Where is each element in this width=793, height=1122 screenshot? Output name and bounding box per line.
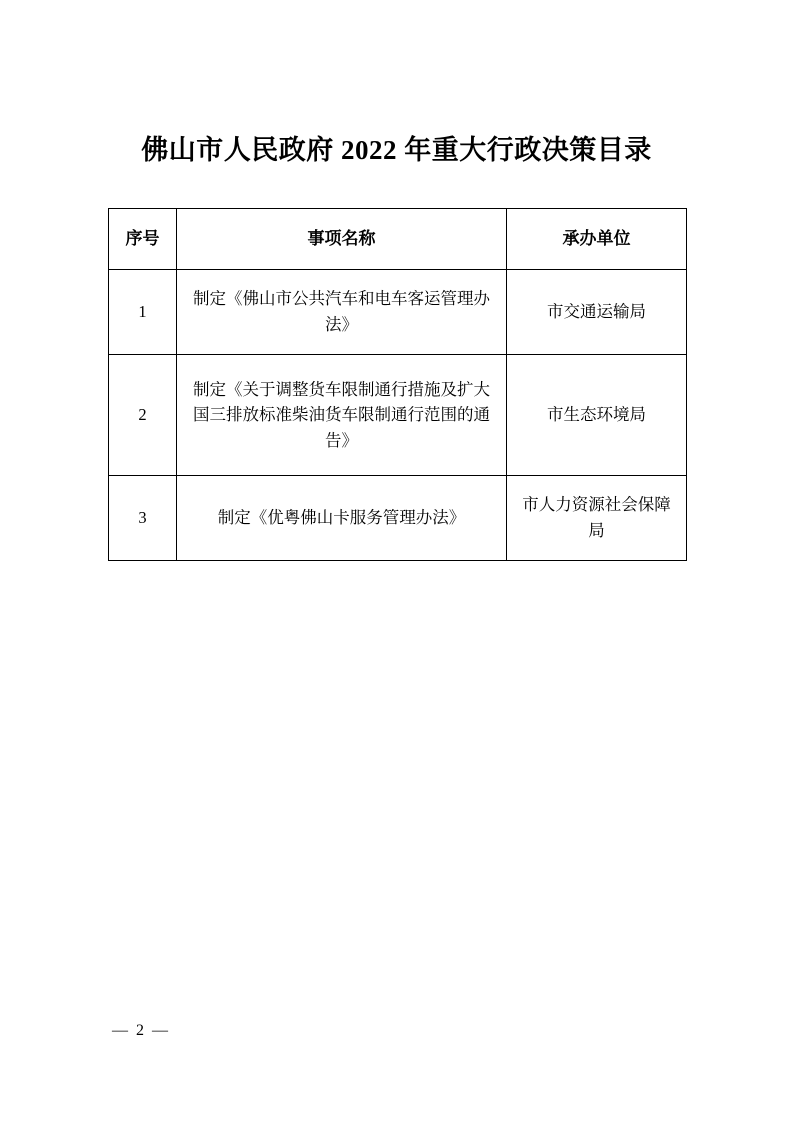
table-row [109,270,687,355]
table-header [109,209,687,270]
table-header-row [109,209,687,270]
cell-index: 3 [109,476,177,561]
cell-unit: 市交通运输局 [507,270,687,355]
cell-item-name: 制定《优粤佛山卡服务管理办法》 [177,476,507,561]
column-header-unit: 承办单位 [507,209,687,270]
column-header-index: 序号 [109,209,177,270]
cell-unit: 市生态环境局 [507,355,687,476]
cell-item-name: 制定《关于调整货车限制通行措施及扩大国三排放标准柴油货车限制通行范围的通告》 [177,355,507,476]
cell-unit: 市人力资源社会保障局 [507,476,687,561]
cell-item-name: 制定《佛山市公共汽车和电车客运管理办法》 [177,270,507,355]
table-row [109,476,687,561]
table-body [109,270,687,561]
cell-index: 2 [109,355,177,476]
page-title: 佛山市人民政府 2022 年重大行政决策目录 [141,135,652,165]
table-row [109,355,687,476]
decision-catalog-table [108,208,687,561]
decision-catalog-table-wrapper [108,208,686,561]
page-number: — 2 — [112,1022,170,1039]
cell-index: 1 [109,270,177,355]
column-header-name: 事项名称 [177,209,507,270]
